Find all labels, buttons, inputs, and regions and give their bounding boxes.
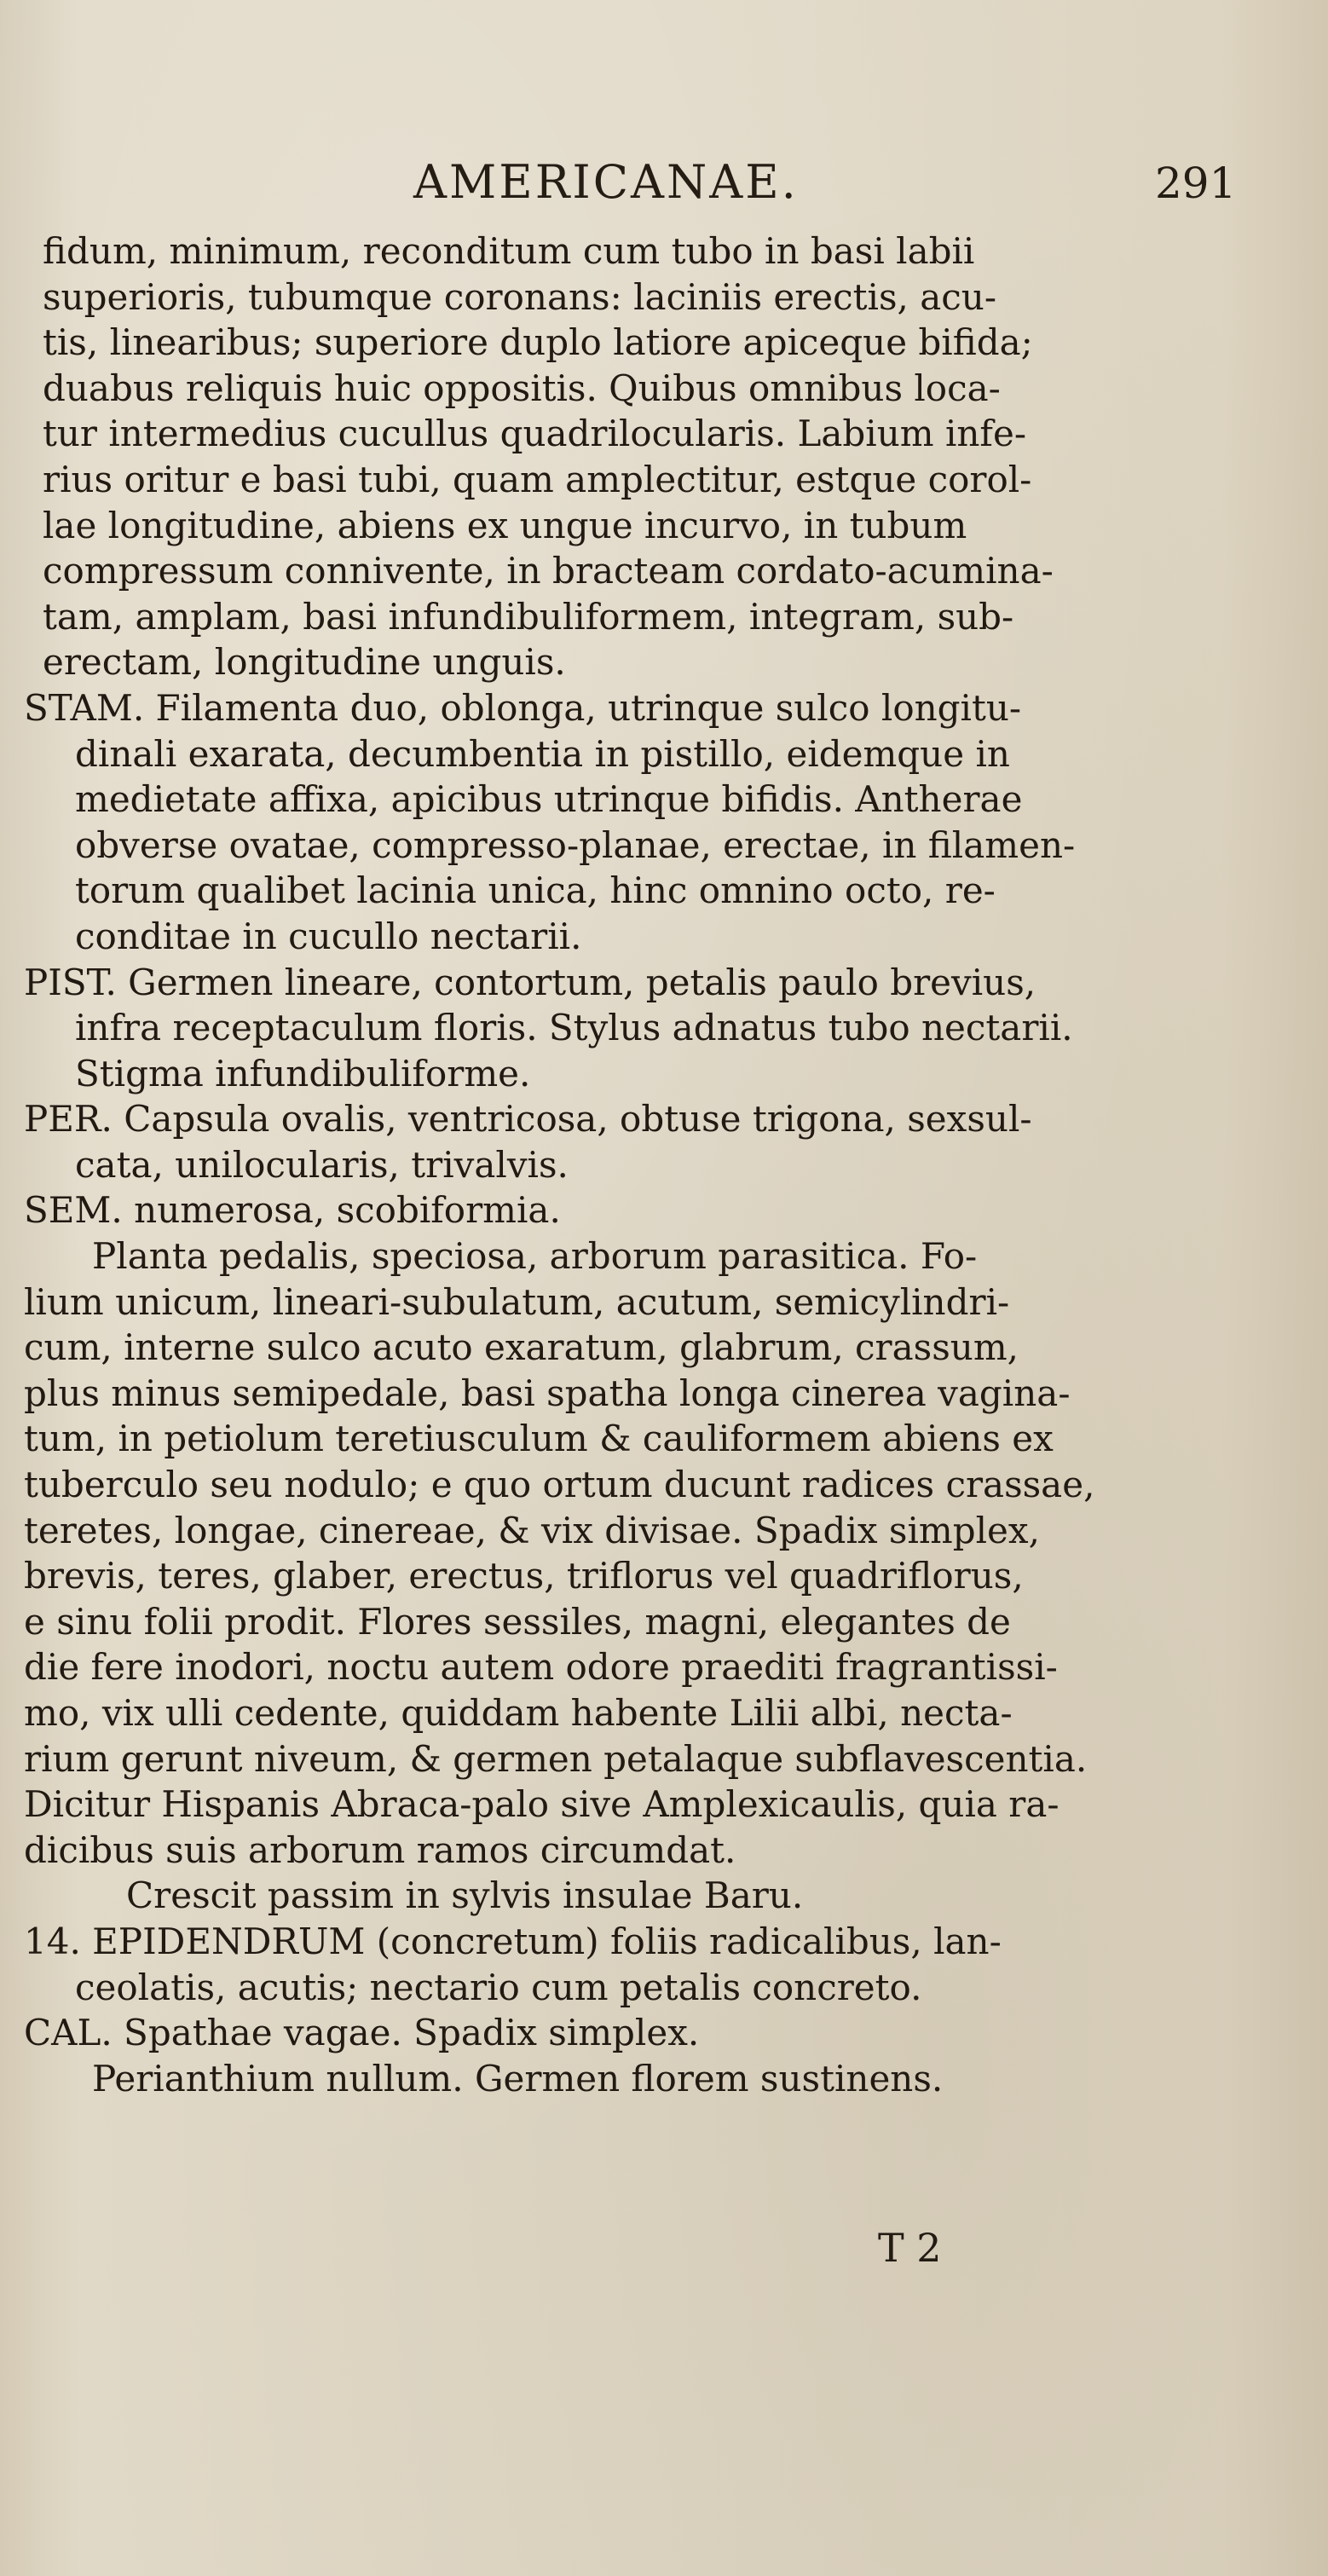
body-text [24, 228, 1200, 2101]
text-line: PER. Capsula ovalis, ventricosa, obtuse trigona, sexsul- [24, 1098, 1032, 1141]
running-head: AMERICANAE. [413, 155, 799, 209]
text-line: mo, vix ulli cedente, quiddam habente Lilii albi, necta- [24, 1692, 1013, 1734]
text-line: infra receptaculum floris. Stylus adnatus tubo nectarii. [75, 1007, 1073, 1049]
text-line: cum, interne sulco acuto exaratum, glabrum, crassum, [24, 1326, 1019, 1369]
text-line: teretes, longae, cinereae, & vix divisae. Spadix simplex, [24, 1509, 1040, 1551]
signature-mark: T 2 [878, 2225, 942, 2271]
text-line: 14. EPIDENDRUM (concretum) foliis radicalibus, lan- [24, 1920, 1002, 1962]
text-line: lae longitudine, abiens ex ungue incurvo, in tubum [43, 504, 967, 546]
text-line: CAL. Spathae vagae. Spadix simplex. [24, 2012, 700, 2054]
text-line: compressum connivente, in bracteam cordato-acumina- [43, 550, 1054, 592]
text-line: rium gerunt niveum, & germen petalaque subflavescentia. [24, 1737, 1088, 1780]
text-line: rius oritur e basi tubi, quam amplectitur, estque corol- [43, 458, 1032, 500]
text-line: tam, amplam, basi infundibuliformem, integram, sub- [43, 595, 1014, 638]
text-line: Perianthium nullum. Germen florem sustinens. [92, 2057, 944, 2099]
text-line: Dicitur Hispanis Abraca-palo sive Amplexicaulis, quia ra- [24, 1783, 1060, 1826]
text-line: Crescit passim in sylvis insulae Baru. [126, 1874, 804, 1917]
text-line: SEM. numerosa, scobiformia. [24, 1189, 561, 1232]
text-line: torum qualibet lacinia unica, hinc omnino octo, re- [75, 869, 996, 912]
text-line: Stigma infundibuliforme. [75, 1052, 531, 1095]
text-line: Planta pedalis, speciosa, arborum parasitica. Fo- [92, 1235, 978, 1278]
text-line: fidum, minimum, reconditum cum tubo in basi labii [43, 230, 975, 272]
text-line: medietate affixa, apicibus utrinque bifidis. Antherae [75, 778, 1023, 821]
text-line: e sinu folii prodit. Flores sessiles, magni, elegantes de [24, 1600, 1011, 1643]
text-line: ceolatis, acutis; nectario cum petalis concreto. [75, 1966, 922, 2008]
text-line: erectam, longitudine unguis. [43, 641, 566, 684]
text-line: obverse ovatae, compresso-planae, erectae, in filamen- [75, 823, 1076, 866]
text-line: STAM. Filamenta duo, oblonga, utrinque sulco longitu- [24, 686, 1022, 729]
text-line: die fere inodori, noctu autem odore praediti fragrantissi- [24, 1646, 1058, 1689]
text-line: plus minus semipedale, basi spatha longa cinerea vagina- [24, 1372, 1071, 1414]
text-line: tur intermedius cucullus quadrilocularis. Labium infe- [43, 413, 1027, 455]
page-number: 291 [1155, 159, 1237, 208]
text-line: tis, linearibus; superiore duplo latiore apiceque bifida; [43, 321, 1033, 364]
text-line: PIST. Germen lineare, contortum, petalis paulo brevius, [24, 961, 1036, 1003]
text-line: superioris, tubumque coronans: laciniis erectis, acu- [43, 275, 997, 318]
text-line: dicibus suis arborum ramos circumdat. [24, 1828, 736, 1871]
text-line: tuberculo seu nodulo; e quo ortum ducunt radices crassae, [24, 1464, 1095, 1506]
text-line: cata, unilocularis, trivalvis. [75, 1143, 569, 1186]
text-line: lium unicum, lineari-subulatum, acutum, semicylindri- [24, 1280, 1010, 1323]
text-line: conditae in cucullo nectarii. [75, 915, 582, 957]
text-line: duabus reliquis huic oppositis. Quibus omnibus loca- [43, 367, 1001, 409]
text-line: dinali exarata, decumbentia in pistillo, eidemque in [75, 732, 1010, 775]
page-header [0, 136, 1328, 213]
text-line: tum, in petiolum teretiusculum & cauliformem abiens ex [24, 1418, 1054, 1460]
text-line: brevis, teres, glaber, erectus, triflorus vel quadriflorus, [24, 1555, 1024, 1597]
